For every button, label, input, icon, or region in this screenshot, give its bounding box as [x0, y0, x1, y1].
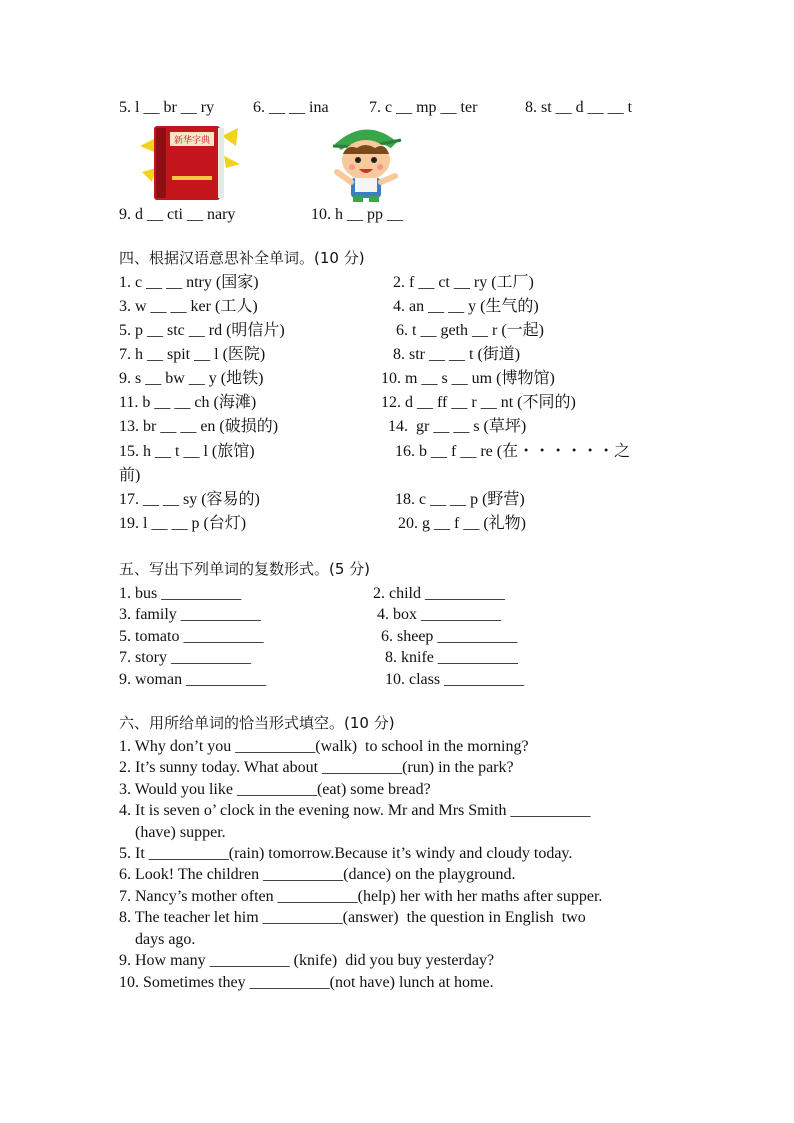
s6-line: 7. Nancy’s mother often __________(help) her with her maths after supper. — [119, 888, 603, 905]
s6-line: 1. Why don’t you __________(walk) to school in the morning? — [119, 738, 529, 755]
section4-title: 四、根据汉语意思补全单词。(10 分) — [119, 249, 365, 267]
s6-line: 9. How many __________ (knife) did you buy yesterday? — [119, 952, 495, 969]
dictionary-illustration — [138, 116, 242, 202]
dictionary-title: 新华字典 — [173, 136, 211, 146]
s4-item: 2. f __ ct __ ry (工厂) — [393, 274, 534, 291]
word-item-9: 9. d __ cti __ nary — [119, 206, 236, 223]
s5-item: 3. family __________ — [119, 606, 261, 623]
s6-line: (have) supper. — [119, 824, 226, 841]
section5-title: 五、写出下列单词的复数形式。(5 分) — [119, 560, 371, 578]
s4-item: 8. str __ __ t (街道) — [393, 346, 521, 363]
s4-item: 9. s __ bw __ y (地铁) — [119, 370, 264, 387]
word-item-7: 7. c __ mp __ ter — [369, 99, 478, 116]
s4-item: 16. b __ f __ re (在・・・・・・之 — [395, 443, 631, 460]
s6-line: days ago. — [119, 931, 196, 948]
s4-item: 17. __ __ sy (容易的) — [119, 491, 260, 508]
s5-item: 9. woman __________ — [119, 671, 267, 688]
s6-line: 8. The teacher let him __________(answer) the question in English two — [119, 909, 586, 926]
s4-item: 3. w __ __ ker (工人) — [119, 298, 258, 315]
s4-item: 5. p __ stc __ rd (明信片) — [119, 322, 285, 339]
s4-item: 15. h __ t __ l (旅馆) — [119, 443, 255, 460]
s4-item: 7. h __ spit __ l (医院) — [119, 346, 266, 363]
s6-line: 5. It __________(rain) tomorrow.Because it’s windy and cloudy today. — [119, 845, 573, 862]
s4-item: 13. br __ __ en (破损的) — [119, 418, 279, 435]
s4-item: 1. c __ __ ntry (国家) — [119, 274, 259, 291]
s5-item: 10. class __________ — [385, 671, 525, 688]
s4-item: 4. an __ __ y (生气的) — [393, 298, 539, 315]
word-item-6: 6. __ __ ina — [253, 99, 329, 116]
boy-illustration — [321, 118, 411, 204]
s4-wrap: 前) — [119, 467, 141, 484]
s4-item: 19. l __ __ p (台灯) — [119, 515, 247, 532]
s4-item: 10. m __ s __ um (博物馆) — [381, 370, 555, 387]
s6-line: 6. Look! The children __________(dance) on the playground. — [119, 866, 516, 883]
s4-item: 14. gr __ __ s (草坪) — [388, 418, 527, 435]
s6-line: 4. It is seven o’ clock in the evening now. Mr and Mrs Smith __________ — [119, 802, 591, 819]
s5-item: 1. bus __________ — [119, 585, 242, 602]
s6-line: 3. Would you like __________(eat) some bread? — [119, 781, 431, 798]
word-item-8: 8. st __ d __ __ t — [525, 99, 633, 116]
s5-item: 7. story __________ — [119, 649, 251, 666]
s6-line: 2. It’s sunny today. What about __________(run) in the park? — [119, 759, 514, 776]
s4-item: 20. g __ f __ (礼物) — [398, 515, 526, 532]
s5-item: 4. box __________ — [377, 606, 501, 623]
word-item-5: 5. l __ br __ ry — [119, 99, 215, 116]
s5-item: 6. sheep __________ — [381, 628, 518, 645]
s4-item: 18. c __ __ p (野营) — [395, 491, 525, 508]
s5-item: 5. tomato __________ — [119, 628, 264, 645]
s4-item: 12. d __ ff __ r __ nt (不同的) — [381, 394, 576, 411]
s4-item: 6. t __ geth __ r (一起) — [396, 322, 544, 339]
word-item-10: 10. h __ pp __ — [311, 206, 403, 223]
s4-item: 11. b __ __ ch (海滩) — [119, 394, 257, 411]
s5-item: 8. knife __________ — [385, 649, 518, 666]
s6-line: 10. Sometimes they __________(not have) lunch at home. — [119, 974, 494, 991]
s5-item: 2. child __________ — [373, 585, 505, 602]
section6-title: 六、用所给单词的恰当形式填空。(10 分) — [119, 714, 395, 732]
